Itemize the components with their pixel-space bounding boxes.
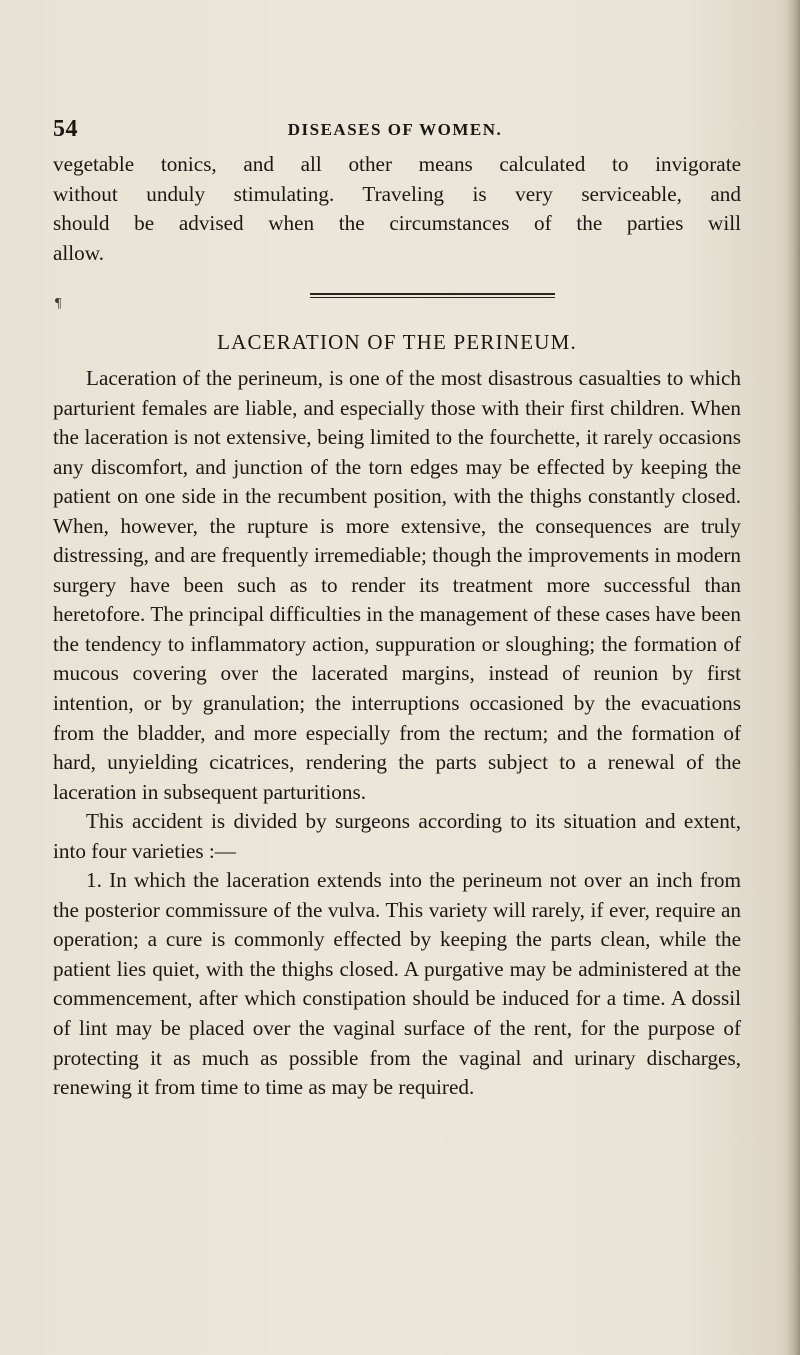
- opening-line: vegetable tonics, and all other means calculated to invigorate: [53, 152, 741, 176]
- opening-paragraph: [53, 150, 741, 268]
- section-title: LACERATION OF THE PERINEUM.: [217, 330, 577, 354]
- page-edge-shadow: [786, 0, 800, 1355]
- opening-line: allow.: [53, 240, 104, 265]
- section-divider-rule: [310, 293, 555, 298]
- running-head: DISEASES OF WOMEN.: [287, 120, 503, 139]
- opening-line: should be advised when the circumstances of the parties will: [53, 211, 741, 236]
- page-header: [50, 116, 740, 144]
- section-paragraph: 1. In which the laceration extends into the perineum not over an inch from the posterior commissure of the vulva. This variety will rarely, if ever, require an operation; a cure is commonly effected by keeping the parts clean, while the patient lies quiet, with the thighs closed. A purgative may be administered at the commencement, after which constipation should be induced for a time. A dossil of lint may be placed over the vaginal surface of the rent, for the purpose of protecting it as much as possible from the vaginal and urinary discharges, renewing it from time to time as may be required.: [53, 868, 741, 1100]
- section-body: [53, 364, 741, 1103]
- page-number: 54: [53, 116, 78, 142]
- section-paragraph: Laceration of the perineum, is one of the most disastrous casualties to which parturient females are liable, and especially those with their first children. When the laceration is not extensive, being limited to the fourchette, it rarely occasions any discomfort, and junction of the torn edges may be effected by keeping the patient on one side in the recumbent position, with the thighs constantly closed. When, however, the rupture is more extensive, the consequences are truly distressing, and are frequently irremediable; though the improvements in modern surgery have been such as to render its treatment more successful than heretofore. The principal difficulties in the management of these cases have been the tendency to inflammatory action, suppuration or sloughing; the formation of mucous covering over the lacerated margins, instead of reunion by first intention, or by granulation; the interruptions occasioned by the evacuations from the bladder, and more especially from the rectum; and the formation of hard, unyielding cicatrices, rendering the parts subject to a renewal of the laceration in subsequent parturitions.: [53, 366, 741, 804]
- opening-line: without unduly stimulating. Traveling is very serviceable, and: [53, 181, 741, 206]
- margin-pilcrow-mark: ¶: [55, 296, 62, 311]
- section-paragraph: This accident is divided by surgeons according to its situation and extent, into four varieties :—: [53, 809, 741, 863]
